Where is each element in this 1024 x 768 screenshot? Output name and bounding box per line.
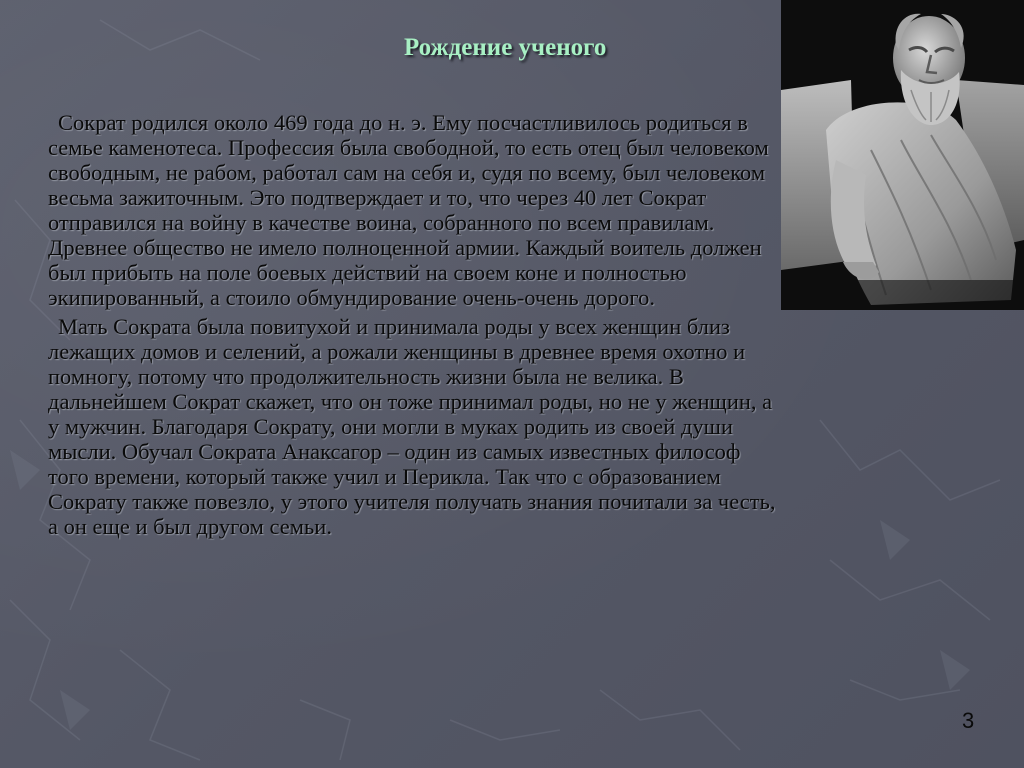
paragraph-2: Мать Сократа была повитухой и принимала роды у всех женщин близ лежащих домов и селений, а рожали женщины в древнее время охотно и помногу, потому что продолжительность жизни была не велика. В дальнейшем Сократ скажет, что он тоже принимал роды, но не у женщин, а у мужчин. Благодаря Сократу, они могли в муках родить из своей души мысли. Обучал Сократа Анаксагор – один из самых известных философ того времени, который также учил и Перикла. Так что с образованием Сократу также повезло, у этого учителя получать знания почитали за честь, а он еще и был другом семьи. [48, 314, 776, 539]
slide-body [48, 110, 776, 543]
page-number: 3 [962, 708, 975, 733]
socrates-statue-image [781, 0, 1024, 310]
paragraph-1: Сократ родился около 469 года до н. э. Ему посчастливилось родиться в семье каменотеса. Профессия была свободной, то есть отец был человеком свободным, не рабом, работал сам на себя и, судя по всему, был человеком весьма зажиточным. Это подтверждает и то, что через 40 лет Сократ отправился на войну в качестве воина, собранного по всем правилам. Древнее общество не имело полноценной армии. Каждый воитель должен был прибыть на поле боевых действий на своем коне и полностью экипированный, а стоило обмундирование очень-очень дорого. [48, 110, 769, 310]
slide-title: Рождение ученого [404, 34, 607, 61]
